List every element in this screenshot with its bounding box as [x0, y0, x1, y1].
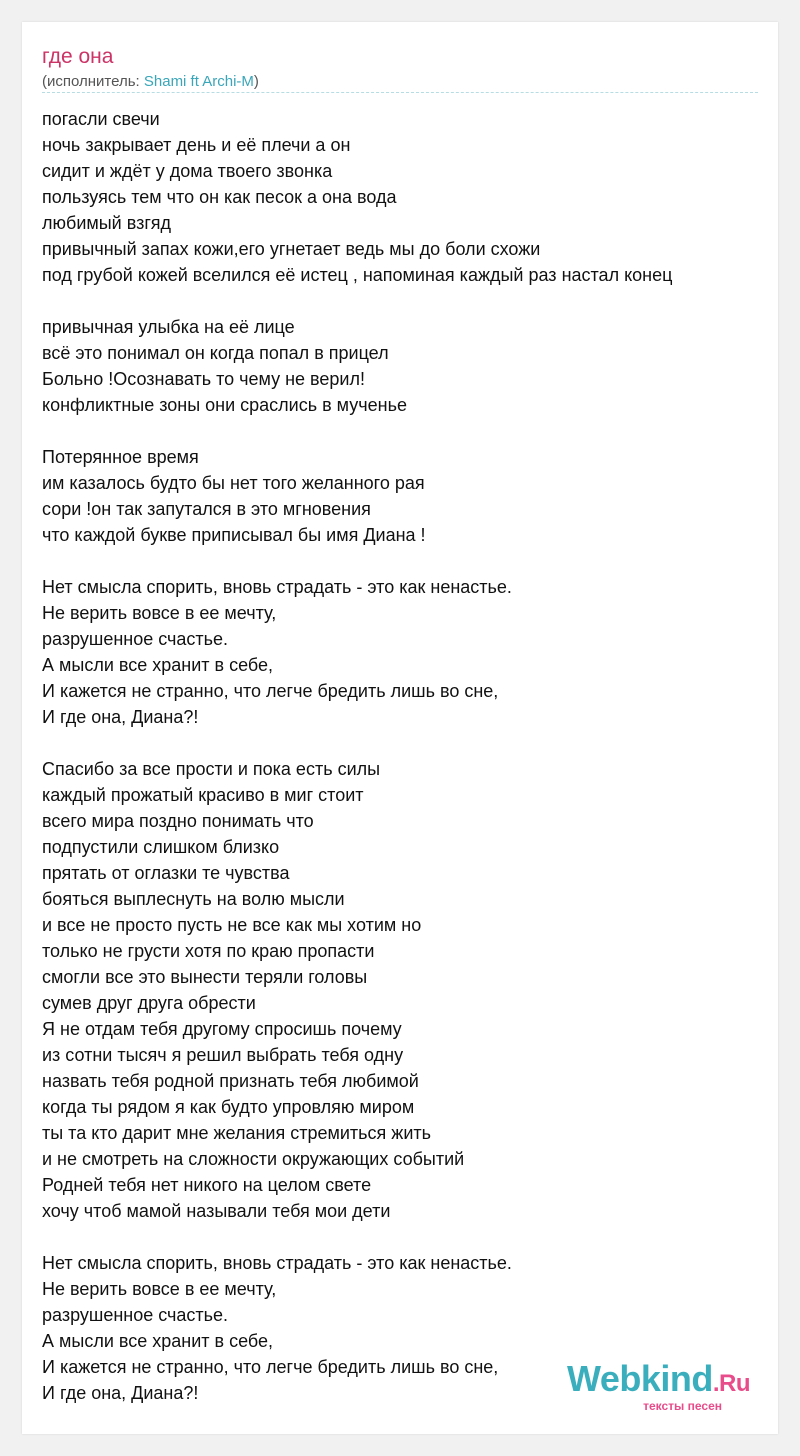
lyric-line: бояться выплеснуть на волю мысли [42, 889, 345, 909]
lyric-line: И где она, Диана?! [42, 707, 199, 727]
lyrics-text [42, 106, 772, 1406]
lyric-line: Больно !Осознавать то чему не верил! [42, 369, 365, 389]
lyric-line: хочу чтоб мамой называли тебя мои дети [42, 1201, 391, 1221]
lyric-line: И кажется не странно, что легче бредить лишь во сне, [42, 681, 499, 701]
stanza-gap [42, 288, 772, 314]
lyric-line: разрушенное счастье. [42, 629, 229, 649]
stanza-gap [42, 1224, 772, 1250]
lyric-line: каждый прожатый красиво в миг стоит [42, 785, 364, 805]
lyric-line: Спасибо за все прости и пока есть силы [42, 759, 381, 779]
title-divider [42, 92, 758, 93]
site-logo[interactable] [566, 1358, 750, 1413]
lyric-line: ты та кто дарит мне желания стремиться жить [42, 1123, 432, 1143]
lyric-line: смогли все это вынести теряли головы [42, 967, 368, 987]
lyric-line: А мысли все хранит в себе, [42, 655, 274, 675]
lyric-line: Я не отдам тебя другому спросишь почему [42, 1019, 402, 1039]
lyric-line: прятать от оглазки те чувства [42, 863, 290, 883]
lyric-line: Не верить вовсе в ее мечту, [42, 603, 277, 623]
lyric-line: И кажется не странно, что легче бредить лишь во сне, [42, 1357, 499, 1377]
lyric-line: им казалось будто бы нет того желанного рая [42, 473, 425, 493]
logo-wordmark [566, 1358, 750, 1402]
lyric-line: и все не просто пусть не все как мы хотим но [42, 915, 422, 935]
logo-tagline: тексты песен [643, 1399, 722, 1413]
lyric-line: под грубой кожей вселился её истец , напоминая каждый раз настал конец [42, 265, 673, 285]
lyric-line: и не смотреть на сложности окружающих событий [42, 1149, 465, 1169]
lyrics-card [22, 22, 778, 1434]
lyric-line: только не грусти хотя по краю пропасти [42, 941, 375, 961]
lyric-line: привычная улыбка на её лице [42, 317, 295, 337]
lyric-line: сори !он так запутался в это мгновения [42, 499, 371, 519]
stanza-gap [42, 730, 772, 756]
lyric-line: сидит и ждёт у дома твоего звонка [42, 161, 333, 181]
lyric-line: Нет смысла спорить, вновь страдать - это как ненастье. [42, 577, 512, 597]
lyric-line: И где она, Диана?! [42, 1383, 199, 1403]
logo-tld: .Ru [712, 1370, 750, 1397]
lyric-line: привычный запах кожи,его угнетает ведь мы до боли схожи [42, 239, 541, 259]
lyric-line: А мысли все хранит в себе, [42, 1331, 274, 1351]
lyric-line: разрушенное счастье. [42, 1305, 229, 1325]
lyric-line: Не верить вовсе в ее мечту, [42, 1279, 277, 1299]
lyric-line: Нет смысла спорить, вновь страдать - это как ненастье. [42, 1253, 512, 1273]
lyric-line: что каждой букве приписывал бы имя Диана ! [42, 525, 426, 545]
artist-line [42, 73, 259, 91]
lyric-line: погасли свечи [42, 109, 160, 129]
lyric-line: подпустили слишком близко [42, 837, 280, 857]
lyric-line: ночь закрывает день и её плечи а он [42, 135, 351, 155]
artist-prefix: (исполнитель: [42, 73, 144, 90]
lyric-line: всё это понимал он когда попал в прицел [42, 343, 389, 363]
stanza-gap [42, 418, 772, 444]
lyric-line: Потерянное время [42, 447, 199, 467]
lyric-line: назвать тебя родной признать тебя любимой [42, 1071, 419, 1091]
lyric-line: любимый взгяд [42, 213, 171, 233]
lyric-line: когда ты рядом я как будто упровляю миром [42, 1097, 415, 1117]
logo-name: Webkind [566, 1358, 713, 1399]
lyric-line: пользуясь тем что он как песок а она вода [42, 187, 397, 207]
lyric-line: Родней тебя нет никого на целом свете [42, 1175, 372, 1195]
song-title: где она [42, 45, 114, 68]
lyric-line: всего мира поздно понимать что [42, 811, 314, 831]
stanza-gap [42, 548, 772, 574]
lyric-line: конфликтные зоны они сраслись в мученье [42, 395, 407, 415]
lyric-line: сумев друг друга обрести [42, 993, 256, 1013]
artist-link[interactable]: Shami ft Archi-M [143, 73, 254, 90]
artist-suffix: ) [253, 73, 259, 90]
lyric-line: из сотни тысяч я решил выбрать тебя одну [42, 1045, 404, 1065]
